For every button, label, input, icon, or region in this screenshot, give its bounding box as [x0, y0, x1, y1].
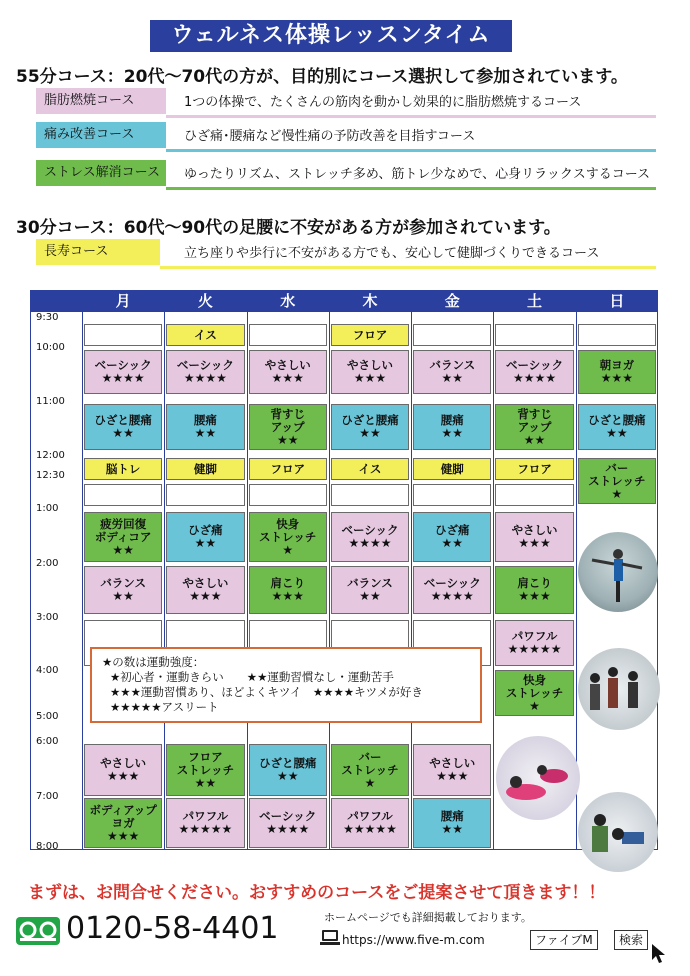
class-name: 健脚: [440, 461, 464, 476]
time-label: 12:00: [36, 450, 65, 461]
class-cell: [495, 484, 573, 506]
class-cell: [166, 512, 244, 562]
time-label: 12:30: [36, 470, 65, 481]
course30-heading: 30分コース：60代～90代の足腰に不安がある方が参加されています。: [16, 218, 561, 238]
class-cell: [166, 484, 244, 506]
intensity-stars: ★★: [276, 769, 299, 783]
class-name: 背すじ アップ: [517, 406, 552, 434]
class-cell: [413, 512, 491, 562]
class-cell: [495, 512, 573, 562]
class-name: 疲労回復 ボディコア: [94, 516, 152, 544]
day-header: 金: [444, 292, 460, 310]
class-name: 肩こり: [270, 576, 305, 590]
intensity-stars: ★★: [112, 589, 134, 603]
class-name: 快身 ストレッチ: [505, 672, 564, 700]
intensity-stars: ★: [364, 775, 376, 790]
course-tag: 脂肪燃焼コース: [36, 88, 166, 114]
intensity-stars: ★★★★: [266, 822, 310, 836]
intensity-stars: ★★: [441, 426, 464, 440]
class-name: パワフル: [182, 809, 229, 823]
class-cell: [249, 566, 327, 614]
class-cell: [413, 350, 491, 394]
class-name: バランス: [100, 576, 146, 590]
class-name: ベーシック: [94, 358, 152, 372]
intensity-stars: ★★: [194, 536, 217, 550]
website-url[interactable]: https://www.five-m.com: [342, 933, 485, 947]
class-name: やさしい: [264, 358, 311, 372]
class-name: やさしい: [346, 358, 393, 372]
class-name: ベーシック: [423, 576, 481, 590]
intensity-stars: ★★: [112, 426, 134, 440]
intensity-stars: ★★★: [600, 371, 633, 385]
class-name: ひざと腰痛: [341, 413, 399, 427]
class-cell: [578, 350, 656, 394]
legend-title: ★の数は運動強度：: [102, 655, 205, 669]
class-cell: [249, 744, 327, 796]
class-name: 朝ヨガ: [599, 358, 635, 372]
class-cell: [495, 404, 573, 450]
class-cell: [413, 744, 491, 796]
class-cell: [331, 458, 409, 480]
class-name: フロア: [270, 461, 305, 476]
class-cell: [84, 484, 162, 506]
class-name: ひざと腰痛: [94, 413, 152, 427]
computer-icon: [320, 929, 340, 951]
intensity-stars: ★★★: [353, 371, 387, 385]
class-cell: [413, 484, 491, 506]
class-cell: [84, 566, 162, 614]
course-desc: ひざ痛･腰痛など慢性痛の予防改善を目指すコース: [184, 129, 476, 144]
course-row-fat-burn: [36, 88, 656, 118]
time-label: 4:00: [36, 665, 59, 676]
class-name: 健脚: [193, 461, 217, 476]
class-cell: [413, 404, 491, 450]
class-cell: [331, 324, 409, 346]
class-name: 脳トレ: [105, 461, 141, 476]
class-cell: [495, 350, 573, 394]
class-name: パワフル: [511, 629, 558, 643]
class-cell: [166, 798, 244, 848]
freedial-icon: [16, 917, 60, 945]
exercise-photo-floor: [496, 736, 580, 820]
time-label: 6:00: [36, 736, 59, 747]
class-cell: [495, 566, 573, 614]
course-desc: 立ち座りや歩行に不安がある方でも、安心して健脚づくりできるコース: [184, 246, 600, 261]
intensity-stars: ★★: [359, 589, 381, 603]
class-name: 腰痛: [440, 809, 464, 823]
intensity-stars: ★★★★: [348, 536, 392, 550]
class-name: バランス: [429, 358, 476, 372]
class-name: パワフル: [347, 809, 393, 823]
time-label: 9:30: [36, 312, 59, 323]
class-name: やさしい: [429, 756, 476, 770]
class-cell: [495, 620, 573, 666]
class-cell: [249, 324, 327, 346]
course-tag: 長寿コース: [36, 239, 160, 265]
class-cell: [495, 670, 573, 716]
intensity-stars: ★★★: [271, 371, 304, 385]
intensity-legend: [90, 647, 482, 723]
class-name: 肩こり: [517, 576, 552, 590]
intensity-stars: ★★: [441, 371, 464, 385]
legend-line: ★★★運動習慣あり、ほどよくキツイ ★★★★キツメが好き: [110, 685, 423, 699]
class-cell: [331, 350, 409, 394]
class-cell: [84, 512, 162, 562]
course-desc: 1つの体操で、たくさんの筋肉を動かし効果的に脂肪燃焼するコース: [184, 95, 582, 110]
intensity-stars: ★★★★: [101, 371, 145, 385]
intensity-stars: ★★★: [436, 769, 469, 783]
class-name: ベーシック: [506, 358, 564, 372]
class-name: バー ストレッチ: [341, 749, 399, 777]
class-cell: [413, 458, 491, 480]
intensity-stars: ★★★★★: [178, 822, 233, 836]
class-name: やさしい: [511, 523, 558, 537]
class-name: ひざ痛: [188, 523, 223, 537]
class-name: ベーシック: [341, 523, 399, 537]
class-name: ベーシック: [259, 809, 317, 823]
intensity-stars: ★★★★: [183, 371, 227, 385]
day-header: 土: [527, 292, 543, 310]
mouse-cursor-icon: [650, 942, 670, 968]
intensity-stars: ★★: [276, 432, 299, 447]
legend-line: ★初心者・運動きらい ★★運動習慣なし・運動苦手: [110, 670, 394, 684]
course-desc: ゆったりリズム、ストレッチ多め、筋トレ少なめで、心身リラックスするコース: [184, 167, 651, 182]
class-cell: [331, 744, 409, 796]
day-header: 日: [609, 292, 625, 310]
course-underline: [160, 266, 656, 269]
exercise-photo-stretch: [578, 648, 660, 730]
class-cell: [84, 324, 162, 346]
class-cell: [413, 798, 491, 848]
time-label: 7:00: [36, 791, 59, 802]
class-name: ひざと腰痛: [588, 413, 646, 427]
class-cell: [413, 324, 491, 346]
class-cell: [331, 404, 409, 450]
course55-heading: 55分コース：20代～70代の方が、目的別にコース選択して参加されています。: [16, 67, 628, 87]
search-button[interactable]: 検索: [614, 930, 648, 950]
class-cell: [578, 404, 656, 450]
time-label: 1:00: [36, 503, 59, 514]
intensity-stars: ★★★★★: [507, 642, 562, 656]
class-cell: [166, 744, 244, 796]
day-header: 木: [362, 292, 378, 310]
intensity-stars: ★★★: [518, 536, 551, 550]
class-name: 背すじ アップ: [270, 406, 305, 434]
call-to-action: まずは、お問合せください。おすすめのコースをご提案させて頂きます！！: [28, 883, 606, 903]
class-cell: [166, 458, 244, 480]
class-name: イス: [193, 327, 217, 342]
course-underline: [166, 187, 656, 190]
class-name: フロア ストレッチ: [176, 749, 235, 777]
intensity-stars: ★★: [112, 542, 134, 557]
intensity-stars: ★: [282, 542, 294, 557]
time-label: 10:00: [36, 342, 65, 353]
class-cell: [166, 350, 244, 394]
class-name: フロア: [517, 461, 552, 476]
intensity-stars: ★★★: [518, 589, 551, 603]
class-name: ひざと腰痛: [258, 756, 317, 770]
intensity-stars: ★★★: [271, 589, 304, 603]
class-cell: [249, 484, 327, 506]
class-cell: [166, 566, 244, 614]
intensity-stars: ★: [611, 486, 623, 501]
class-name: やさしい: [100, 756, 147, 770]
time-label: 3:00: [36, 612, 59, 623]
class-name: 腰痛: [440, 413, 464, 427]
course-underline: [166, 149, 656, 152]
course-underline: [166, 115, 656, 118]
intensity-stars: ★★★: [107, 828, 140, 843]
homepage-note: ホームページでも詳細掲載しております。: [324, 911, 532, 924]
class-name: バランス: [347, 576, 393, 590]
legend-line: ★★★★★アスリート: [110, 700, 219, 714]
class-cell: [84, 404, 162, 450]
class-name: ベーシック: [176, 358, 234, 372]
page-title: ウェルネス体操レッスンタイム: [150, 20, 512, 52]
class-cell: [84, 350, 162, 394]
class-name: 腰痛: [193, 413, 217, 427]
class-name: フロア: [352, 327, 388, 342]
intensity-stars: ★: [529, 698, 540, 713]
class-name: ひざ痛: [435, 523, 470, 537]
course-row-stress-relief: [36, 160, 656, 190]
class-name: やさしい: [182, 576, 229, 590]
intensity-stars: ★★★★: [513, 371, 557, 385]
intensity-stars: ★★★★★: [343, 822, 397, 836]
class-cell: [84, 458, 162, 480]
time-label: 8:00: [36, 841, 59, 852]
search-input[interactable]: ファイブM: [530, 930, 598, 950]
course-tag: ストレス解消コース: [36, 160, 166, 186]
class-cell: [413, 566, 491, 614]
class-cell: [578, 324, 656, 346]
class-cell: [249, 350, 327, 394]
exercise-photo-balance: [578, 532, 658, 612]
class-cell: [495, 458, 573, 480]
class-name: バー ストレッチ: [588, 460, 646, 488]
course-tag: 痛み改善コース: [36, 122, 166, 148]
intensity-stars: ★★★: [189, 589, 222, 603]
intensity-stars: ★★★: [107, 769, 140, 783]
class-name: イス: [358, 461, 382, 476]
intensity-stars: ★★★★: [430, 589, 474, 603]
exercise-photo-pair: [578, 792, 658, 872]
class-cell: [84, 798, 162, 848]
day-header: 水: [280, 292, 296, 310]
intensity-stars: ★★: [606, 426, 628, 440]
day-header: 月: [115, 292, 131, 310]
intensity-stars: ★★: [194, 775, 217, 790]
class-cell: [578, 458, 656, 504]
class-cell: [331, 512, 409, 562]
class-cell: [331, 484, 409, 506]
intensity-stars: ★★: [194, 426, 217, 440]
class-cell: [331, 566, 409, 614]
course-row-pain-relief: [36, 122, 656, 152]
time-label: 5:00: [36, 711, 59, 722]
class-cell: [249, 458, 327, 480]
class-cell: [249, 404, 327, 450]
intensity-stars: ★★: [441, 822, 464, 836]
class-cell: [249, 798, 327, 848]
class-cell: [166, 404, 244, 450]
class-name: ボディアップ ヨガ: [89, 802, 157, 830]
class-cell: [495, 324, 573, 346]
intensity-stars: ★★: [359, 426, 381, 440]
class-name: 快身 ストレッチ: [259, 516, 317, 544]
course-row-longevity: [36, 239, 656, 269]
class-cell: [249, 512, 327, 562]
time-label: 2:00: [36, 558, 59, 569]
day-header: 火: [197, 292, 213, 310]
phone-number[interactable]: 0120-58-4401: [66, 911, 279, 946]
intensity-stars: ★★: [441, 536, 464, 550]
class-cell: [84, 744, 162, 796]
intensity-stars: ★★: [523, 432, 546, 447]
class-cell: [331, 798, 409, 848]
class-cell: [166, 324, 244, 346]
time-label: 11:00: [36, 396, 65, 407]
